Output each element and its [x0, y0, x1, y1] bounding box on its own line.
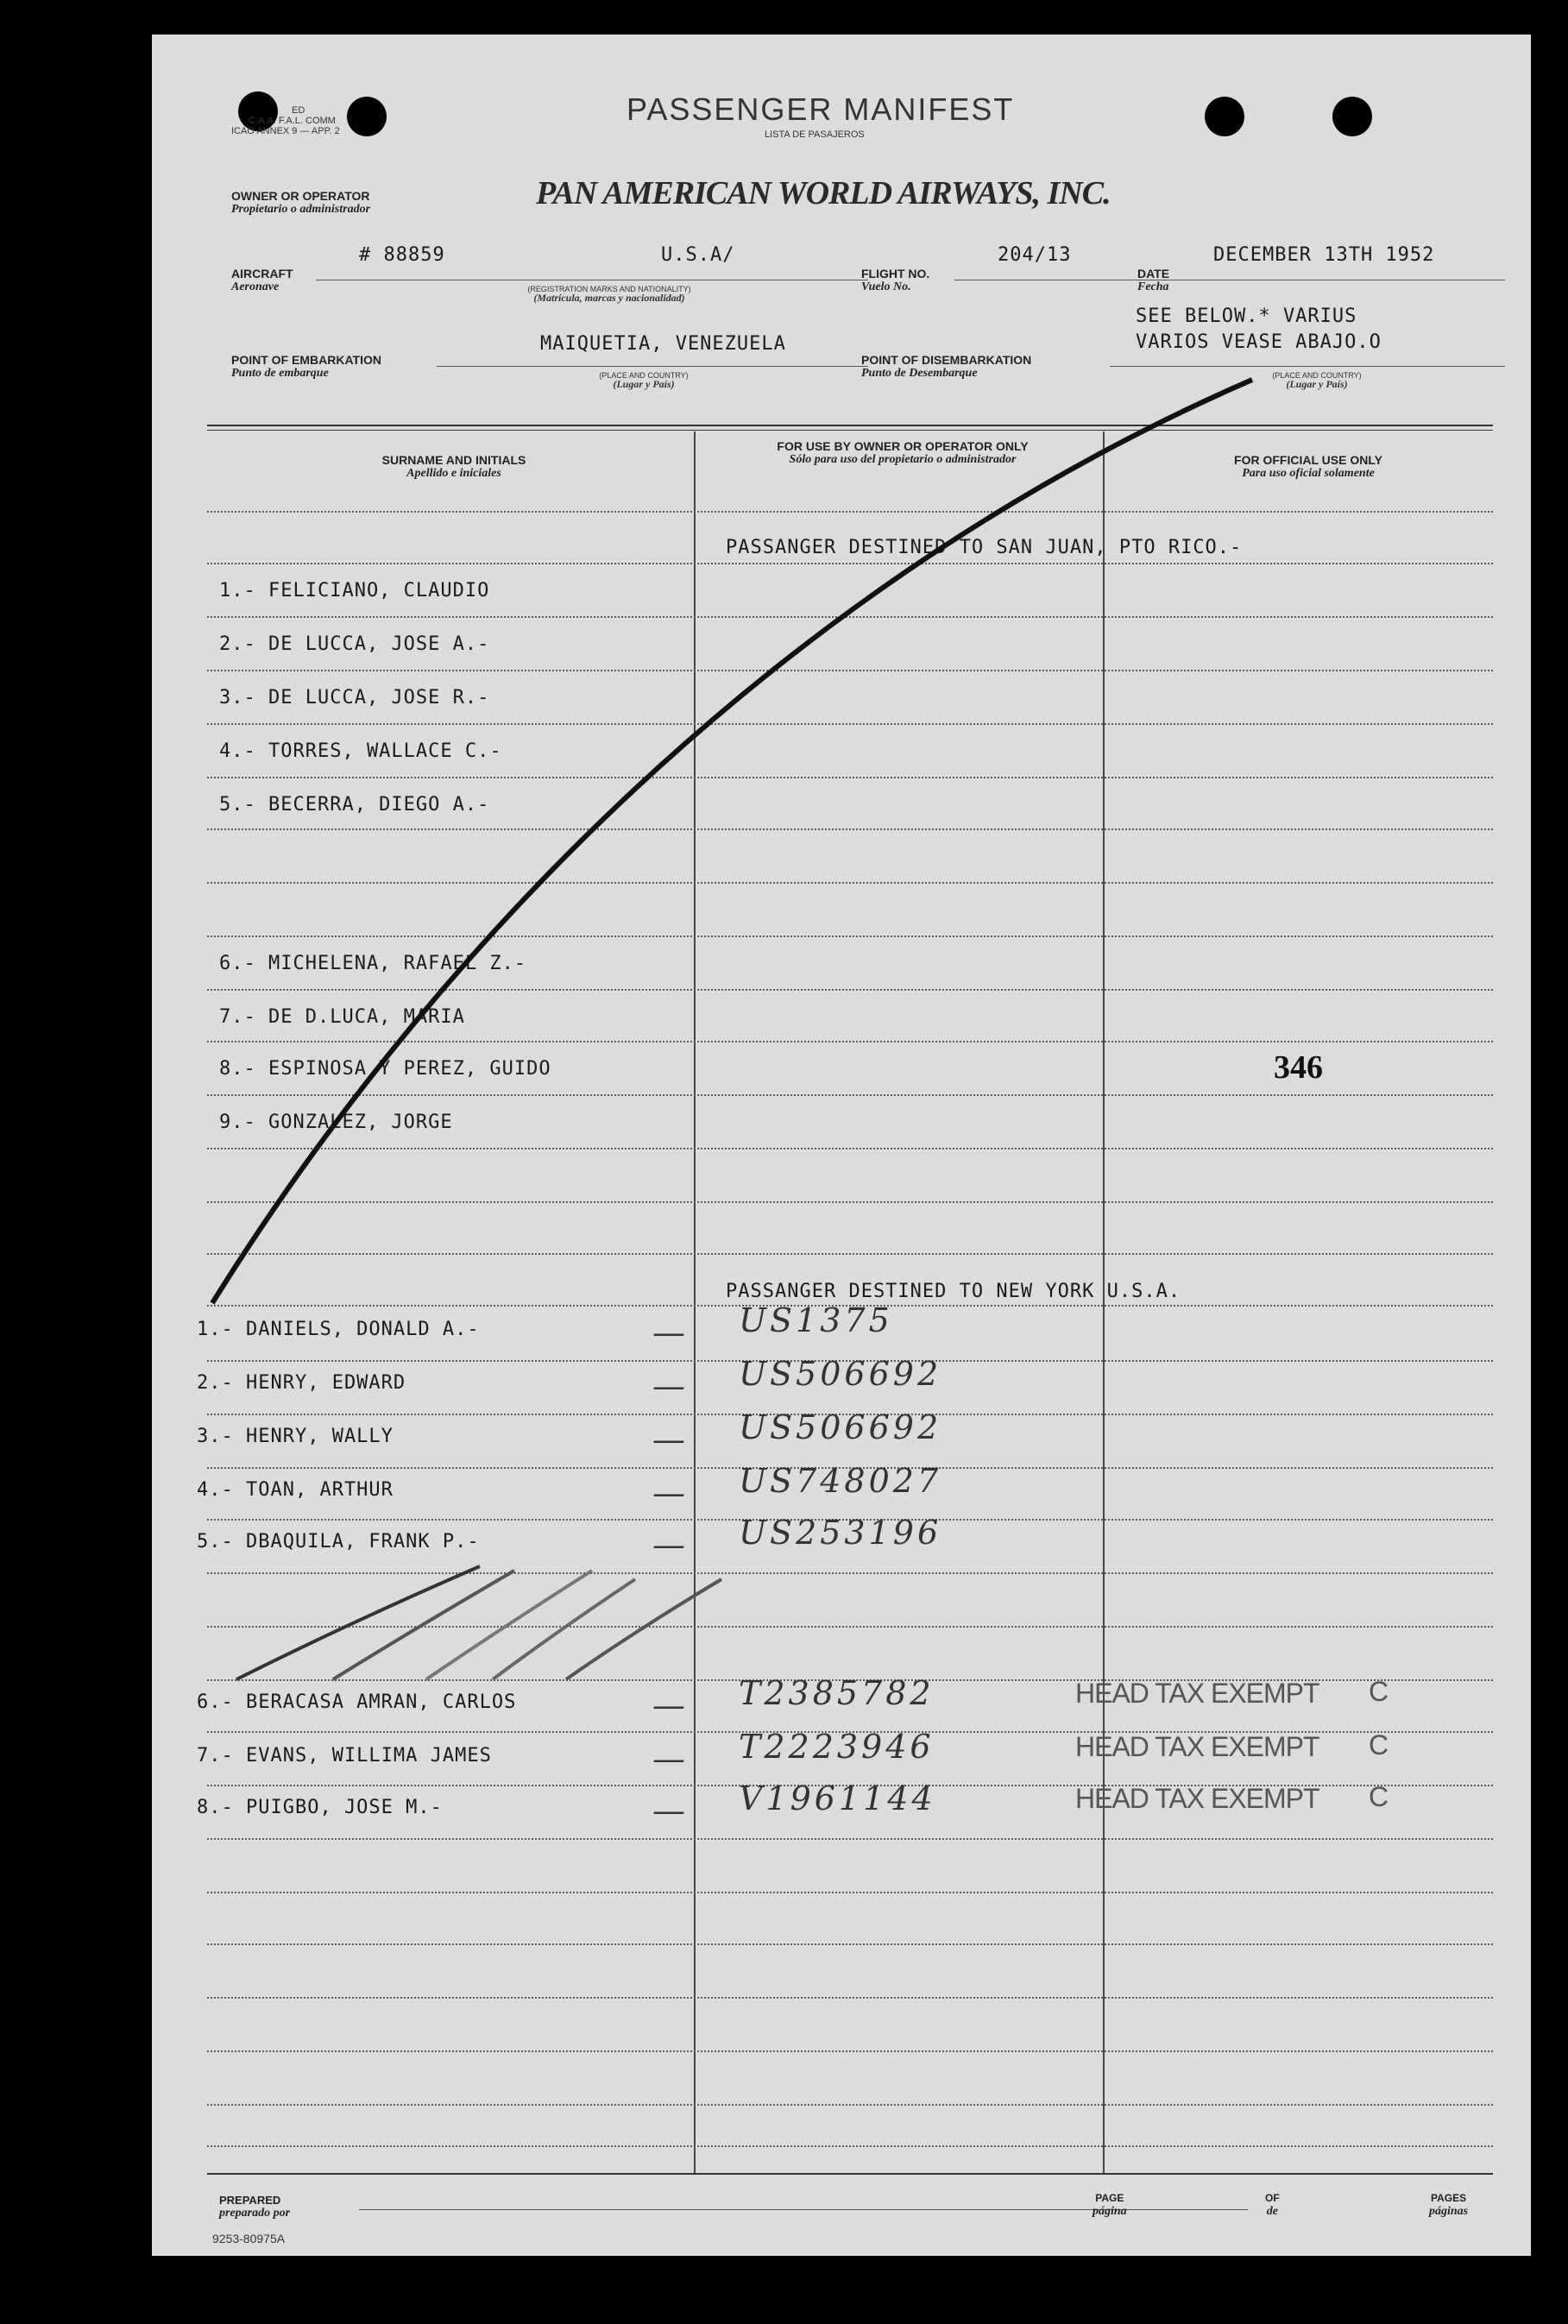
- strike-line: [566, 1579, 721, 1679]
- tick-mark: —: [652, 1686, 689, 1724]
- tick-mark: —: [652, 1313, 689, 1351]
- official-mark: C: [1369, 1676, 1389, 1707]
- tick-mark: —: [652, 1792, 689, 1830]
- document-number: T2385782: [739, 1674, 935, 1712]
- form-number: 9253-80975A: [212, 2232, 286, 2245]
- passenger-name: 4.- TORRES, WALLACE C.-: [219, 740, 502, 762]
- passenger-name: 1.- FELICIANO, CLAUDIO: [219, 580, 490, 601]
- flight-label: FLIGHT NO. Vuelo No.: [861, 267, 930, 293]
- passenger-name: 4.- TOAN, ARTHUR: [197, 1479, 394, 1501]
- passenger-name: 5.- DBAQUILA, FRANK P.-: [197, 1531, 480, 1552]
- owner-label: OWNER OR OPERATOR Propietario o administrador: [231, 189, 371, 216]
- strike-line: [493, 1579, 635, 1679]
- document-number: US1375: [739, 1301, 893, 1339]
- document-number: US748027: [739, 1462, 942, 1500]
- head-tax-stamp: HEAD TAX EXEMPT: [1075, 1731, 1319, 1762]
- of-label: OF de: [1265, 2192, 1280, 2218]
- destination-heading: PASSANGER DESTINED TO SAN JUAN, PTO RICO.-: [726, 537, 1243, 558]
- document-number: US506692: [739, 1355, 942, 1393]
- disembark-place-caption: (PLACE AND COUNTRY) (Lugar y País): [1272, 371, 1362, 390]
- passenger-name: 6.- BERACASA AMRAN, CARLOS: [197, 1691, 517, 1713]
- passenger-name: 9.- GONZALEZ, JORGE: [219, 1112, 453, 1133]
- document-number: V1961144: [739, 1779, 936, 1817]
- page-stamp: 346: [1274, 1049, 1323, 1086]
- tick-mark: —: [652, 1420, 689, 1458]
- destination-heading: PASSANGER DESTINED TO NEW YORK U.S.A.: [726, 1281, 1181, 1302]
- page-label: PAGE página: [1093, 2192, 1127, 2218]
- passenger-name: 3.- HENRY, WALLY: [197, 1426, 394, 1447]
- passenger-name: 8.- PUIGBO, JOSE M.-: [197, 1797, 443, 1818]
- registration-caption: (REGISTRATION MARKS AND NATIONALITY) (Matrícula, marcas y nacionalidad): [527, 285, 691, 304]
- passenger-name: 8.- ESPINOSA Y PEREZ, GUIDO: [219, 1058, 551, 1080]
- passenger-name: 7.- EVANS, WILLIMA JAMES: [197, 1745, 492, 1767]
- page-subtitle: LISTA DE PASAJEROS: [765, 129, 865, 140]
- aircraft-number: # 88859: [359, 244, 445, 266]
- document-number: US253196: [739, 1514, 942, 1552]
- document-number: T2223946: [739, 1728, 935, 1766]
- passenger-name: 5.- BECERRA, DIEGO A.-: [219, 794, 490, 816]
- head-tax-stamp: HEAD TAX EXEMPT: [1075, 1678, 1319, 1709]
- strike-line: [212, 380, 1252, 1303]
- passenger-name: 7.- DE D.LUCA, MARIA: [219, 1006, 465, 1028]
- aircraft-nationality: U.S.A/: [661, 244, 735, 266]
- flight-date: DECEMBER 13TH 1952: [1213, 244, 1435, 266]
- passenger-name: 1.- DANIELS, DONALD A.-: [197, 1319, 480, 1340]
- disembarkation-label: POINT OF DISEMBARKATION Punto de Desembarque: [861, 353, 1032, 380]
- column-header-operator: FOR USE BY OWNER OR OPERATOR ONLY Sólo para uso del propietario o administrador: [777, 439, 1029, 466]
- tick-mark: —: [652, 1526, 689, 1564]
- passenger-name: 2.- HENRY, EDWARD: [197, 1372, 406, 1394]
- manifest-sheet: [152, 35, 1531, 2256]
- date-label: DATE Fecha: [1137, 267, 1170, 293]
- page-title: PASSENGER MANIFEST: [627, 91, 1015, 127]
- column-header-name: SURNAME AND INITIALS Apellido e iniciales: [381, 453, 526, 480]
- official-mark: C: [1369, 1729, 1389, 1760]
- flight-number: 204/13: [998, 244, 1072, 266]
- disembarkation-value-1: SEE BELOW.* VARIUS: [1136, 305, 1357, 327]
- tick-mark: —: [652, 1367, 689, 1405]
- passenger-name: 3.- DE LUCCA, JOSE R.-: [219, 687, 490, 709]
- aircraft-label: AIRCRAFT Aeronave: [231, 267, 293, 293]
- embark-place-caption: (PLACE AND COUNTRY) (Lugar y País): [599, 371, 689, 390]
- embarkation-value: MAIQUETIA, VENEZUELA: [540, 333, 786, 355]
- document-number: US506692: [739, 1408, 942, 1446]
- strike-line: [333, 1571, 514, 1679]
- disembarkation-value-2: VARIOS VEASE ABAJO.O: [1136, 331, 1382, 353]
- tick-mark: —: [652, 1740, 689, 1778]
- operator-name: PAN AMERICAN WORLD AIRWAYS, INC.: [536, 175, 1111, 211]
- pages-label: PAGES páginas: [1429, 2192, 1469, 2218]
- head-tax-stamp: HEAD TAX EXEMPT: [1075, 1783, 1319, 1814]
- column-header-official: FOR OFFICIAL USE ONLY Para uso oficial solamente: [1234, 453, 1382, 480]
- embarkation-label: POINT OF EMBARKATION Punto de embarque: [231, 353, 381, 380]
- cancellation-marks: [152, 35, 1531, 2256]
- passenger-name: 2.- DE LUCCA, JOSE A.-: [219, 633, 490, 655]
- form-reference: ED C.A.A. F.A.L. COMM ICAO ANNEX 9 — APP. 2: [231, 105, 340, 136]
- passenger-name: 6.- MICHELENA, RAFAEL Z.-: [219, 953, 527, 974]
- tick-mark: —: [652, 1474, 689, 1512]
- official-mark: C: [1369, 1781, 1389, 1812]
- prepared-label: PREPARED preparado por: [219, 2194, 291, 2220]
